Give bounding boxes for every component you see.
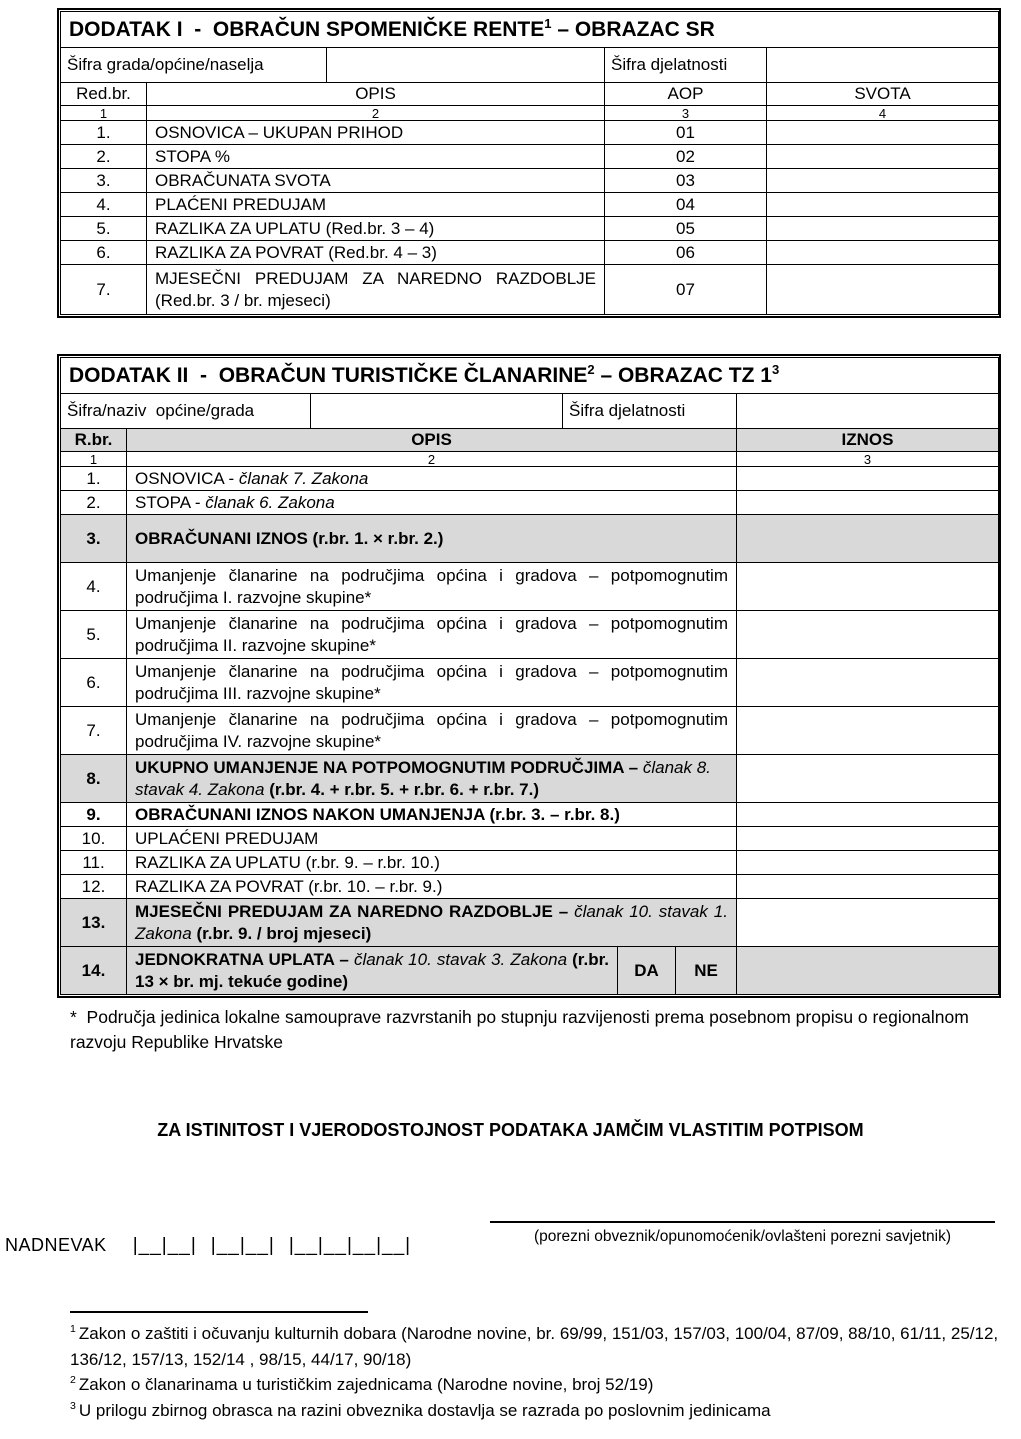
table-row [61, 241, 999, 265]
row-aop: 07 [605, 265, 767, 315]
row-opis: STOPA - članak 6. Zakona [127, 491, 737, 515]
table-row [61, 875, 999, 899]
row-opis: MJESEČNI PREDUJAM ZA NAREDNO RAZDOBLJE (Red.br. 3 / br. mjeseci) [147, 265, 605, 315]
table-row [61, 12, 999, 48]
date-field [5, 1235, 425, 1257]
sifra-grada-input[interactable] [327, 48, 605, 83]
row-aop: 03 [605, 169, 767, 193]
row-number: 6. [61, 659, 127, 707]
date-box-day[interactable]: |__|__| [132, 1235, 197, 1256]
row-number: 14. [61, 947, 127, 995]
table-row [61, 145, 999, 169]
row-opis: PLAĆENI PREDUJAM [147, 193, 605, 217]
dodatak-1-table [57, 8, 1001, 318]
footnote-1 [70, 1321, 1010, 1372]
table-row [61, 947, 999, 995]
table-row [61, 899, 999, 947]
row-opis: OBRAČUNANI IZNOS (r.br. 1. × r.br. 2.) [127, 515, 737, 563]
row-iznos-input[interactable] [737, 515, 999, 563]
col-num: 2 [147, 106, 605, 121]
footnote-marker: 2 [70, 1374, 76, 1387]
table-row [61, 659, 999, 707]
row-iznos-input[interactable] [737, 491, 999, 515]
row-iznos-input[interactable] [737, 947, 999, 995]
row-number: 13. [61, 899, 127, 947]
table-row [61, 611, 999, 659]
table-row [61, 358, 999, 394]
sifra-naziv-input[interactable] [311, 394, 563, 429]
row-opis: Umanjenje članarine na područjima općina i gradova – potpomognutim područjima IV. razvojne skupine* [127, 707, 737, 755]
sifra-djelatnosti-label: Šifra djelatnosti [563, 394, 737, 429]
row-number: 6. [61, 241, 147, 265]
footnote-text: Zakon o zaštiti i očuvanju kulturnih dobara (Narodne novine, br. 69/99, 151/03, 157/03, 100/04, 87/09, 88/10, 61/11, 25/12, 136/12, 157/13, 152/14 , 98/15, 44/17, 90/18) [70, 1324, 999, 1369]
column-number-row [61, 452, 999, 467]
footnote-marker: 3 [70, 1399, 76, 1412]
row-opis: OBRAČUNATA SVOTA [147, 169, 605, 193]
col-num: 1 [61, 452, 127, 467]
row-number: 3. [61, 169, 147, 193]
date-box-year[interactable]: |__|__|__|__| [288, 1235, 412, 1256]
col-header-aop: AOP [605, 83, 767, 106]
row-iznos-input[interactable] [737, 899, 999, 947]
declaration-statement: ZA ISTINITOST I VJERODOSTOJNOST PODATAKA JAMČIM VLASTITIM POTPISOM [157, 1120, 864, 1140]
row-opis: Umanjenje članarine na područjima općina i gradova – potpomognutim područjima III. razvojne skupine* [127, 659, 737, 707]
row-number: 5. [61, 611, 127, 659]
footnote-text: U prilogu zbirnog obrasca na razini obveznika dostavlja se razrada po poslovnim jedinicama [78, 1400, 771, 1420]
row-iznos-input[interactable] [737, 827, 999, 851]
row-svota-input[interactable] [767, 169, 999, 193]
table-row [61, 803, 999, 827]
table-header-row [61, 83, 999, 106]
star-footnote: * Područja jedinica lokalne samouprave razvrstanih po stupnju razvijenosti prema posebnom propisu o regionalnom razvoju Republike Hrvatske [70, 1007, 974, 1052]
row-svota-input[interactable] [767, 241, 999, 265]
row-aop: 01 [605, 121, 767, 145]
col-header-opis: OPIS [147, 83, 605, 106]
row-svota-input[interactable] [767, 265, 999, 315]
col-header-iznos: IZNOS [737, 429, 999, 452]
col-num: 3 [737, 452, 999, 467]
col-header-redbr: Red.br. [61, 83, 147, 106]
table-row [61, 169, 999, 193]
table-row [61, 48, 999, 83]
sifra-naziv-label: Šifra/naziv općine/grada [61, 394, 311, 429]
row-number: 1. [61, 121, 147, 145]
row-number: 5. [61, 217, 147, 241]
sifra-djelatnosti-input[interactable] [767, 48, 999, 83]
row-opis: STOPA % [147, 145, 605, 169]
table-row [61, 467, 999, 491]
row-number: 7. [61, 707, 127, 755]
signature-block [490, 1221, 995, 1246]
dodatak-2-table [57, 354, 1001, 998]
row-iznos-input[interactable] [737, 659, 999, 707]
footnote-3 [70, 1398, 1010, 1424]
dodatak-2-title: DODATAK II - OBRAČUN TURISTIČKE ČLANARINE$^2$ – OBRAZAC TZ $1^3$ [61, 358, 999, 394]
col-num: 3 [605, 106, 767, 121]
row-number: 12. [61, 875, 127, 899]
col-num: 4 [767, 106, 999, 121]
row-svota-input[interactable] [767, 145, 999, 169]
row-aop: 05 [605, 217, 767, 241]
row-iznos-input[interactable] [737, 803, 999, 827]
row-number: 7. [61, 265, 147, 315]
row-opis: Umanjenje članarine na područjima općina i gradova – potpomognutim područjima II. razvojne skupine* [127, 611, 737, 659]
row-opis: RAZLIKA ZA POVRAT (Red.br. 4 – 3) [147, 241, 605, 265]
row-iznos-input[interactable] [737, 707, 999, 755]
row-iznos-input[interactable] [737, 611, 999, 659]
footnotes [70, 1321, 1010, 1423]
date-label: NADNEVAK [5, 1235, 107, 1255]
row-opis: RAZLIKA ZA UPLATU (Red.br. 3 – 4) [147, 217, 605, 241]
page [0, 8, 1021, 1439]
row-number: 3. [61, 515, 127, 563]
row-aop: 02 [605, 145, 767, 169]
row-opis: OSNOVICA – UKUPAN PRIHOD [147, 121, 605, 145]
col-header-opis: OPIS [127, 429, 737, 452]
dodatak-1-grid [60, 11, 999, 315]
col-header-rbr: R.br. [61, 429, 127, 452]
date-box-month[interactable]: |__|__| [210, 1235, 275, 1256]
footnote-text: Zakon o članarinama u turističkim zajednicama (Narodne novine, broj 52/19) [78, 1375, 654, 1394]
dodatak-1-title: DODATAK I - OBRAČUN SPOMENIČKE RENTE$^1$ – OBRAZAC SR [61, 12, 999, 48]
row-number: 11. [61, 851, 127, 875]
row-number: 8. [61, 755, 127, 803]
sifra-djelatnosti-label: Šifra djelatnosti [605, 48, 767, 83]
table-row [61, 707, 999, 755]
signature-line[interactable] [490, 1221, 995, 1223]
row-opis: OBRAČUNANI IZNOS NAKON UMANJENJA (r.br. 3. – r.br. 8.) [127, 803, 737, 827]
table-row [61, 755, 999, 803]
row-iznos-input[interactable] [737, 563, 999, 611]
table-row [61, 217, 999, 241]
table-row [61, 827, 999, 851]
row-svota-input[interactable] [767, 121, 999, 145]
sifra-grada-label: Šifra grada/općine/naselja [61, 48, 327, 83]
row-number: 9. [61, 803, 127, 827]
row-number: 10. [61, 827, 127, 851]
table-row [61, 515, 999, 563]
row-opis: UPLAĆENI PREDUJAM [127, 827, 737, 851]
row-number: 2. [61, 145, 147, 169]
footnote-2 [70, 1372, 1010, 1398]
row-opis: JEDNOKRATNA UPLATA – članak 10. stavak 3. Zakona (r.br. 13 × br. mj. tekuće godine) [127, 947, 618, 995]
row-opis: UKUPNO UMANJENJE NA POTPOMOGNUTIM PODRUČJIMA – članak 8. stavak 4. Zakona (r.br. 4. + r.br. 5. + r.br. 6. + r.br. 7.) [127, 755, 737, 803]
row-opis: Umanjenje članarine na područjima općina i gradova – potpomognutim područjima I. razvojne skupine* [127, 563, 737, 611]
row-opis: OSNOVICA - članak 7. Zakona [127, 467, 737, 491]
row-number: 1. [61, 467, 127, 491]
row-iznos-input[interactable] [737, 467, 999, 491]
row-number: 4. [61, 193, 147, 217]
table-row [61, 851, 999, 875]
row-aop: 06 [605, 241, 767, 265]
table-row [61, 491, 999, 515]
dodatak-2-grid [60, 357, 999, 995]
sifra-djelatnosti-input[interactable] [737, 394, 999, 429]
footnote-marker: 1 [70, 1323, 76, 1336]
date-signature-section [0, 1221, 1021, 1257]
col-num: 1 [61, 106, 147, 121]
row-iznos-input[interactable] [737, 851, 999, 875]
row-iznos-input[interactable] [737, 875, 999, 899]
table-header-row [61, 429, 999, 452]
da-option-cell[interactable]: DA [618, 947, 676, 995]
row-svota-input[interactable] [767, 193, 999, 217]
col-num: 2 [127, 452, 737, 467]
row-svota-input[interactable] [767, 217, 999, 241]
row-opis: RAZLIKA ZA UPLATU (r.br. 9. – r.br. 10.) [127, 851, 737, 875]
row-opis: RAZLIKA ZA POVRAT (r.br. 10. – r.br. 9.) [127, 875, 737, 899]
row-opis: MJESEČNI PREDUJAM ZA NAREDNO RAZDOBLJE – članak 10. stavak 1. Zakona (r.br. 9. / broj mjeseci) [127, 899, 737, 947]
row-number: 2. [61, 491, 127, 515]
table-row [61, 265, 999, 315]
footnote-divider [70, 1311, 368, 1313]
col-header-svota: SVOTA [767, 83, 999, 106]
signature-caption: (porezni obveznik/opunomoćenik/ovlašteni porezni savjetnik) [533, 1228, 951, 1245]
table-row [61, 563, 999, 611]
row-aop: 04 [605, 193, 767, 217]
column-number-row [61, 106, 999, 121]
row-iznos-input[interactable] [737, 755, 999, 803]
row-number: 4. [61, 563, 127, 611]
table-row [61, 121, 999, 145]
table-row [61, 193, 999, 217]
table-row [61, 394, 999, 429]
ne-option-cell[interactable]: NE [676, 947, 737, 995]
